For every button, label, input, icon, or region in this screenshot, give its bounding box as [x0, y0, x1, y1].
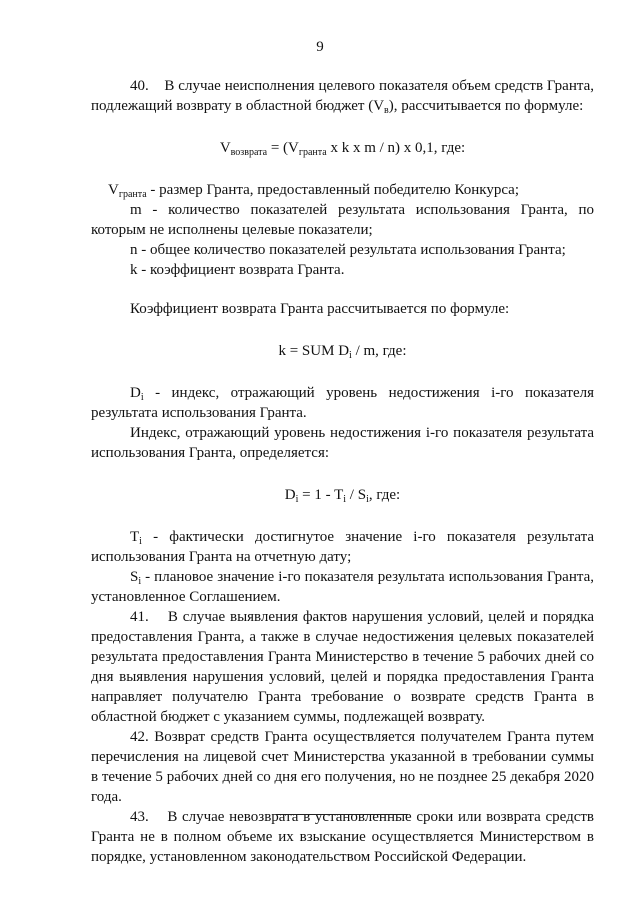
formula-1-v: V	[219, 140, 231, 156]
definition-n: n - общее количество показателей результата использования Гранта;	[130, 242, 566, 258]
paragraph-40-text: 40. В случае неисполнения целевого показателя объем средств Гранта, подлежащий возврату в областной бюджет (V	[91, 78, 594, 114]
definition-ti-text: - фактически достигнутое значение i-го показателя результата использования Гранта на отчетную дату;	[91, 529, 594, 565]
definition-m: m - количество показателей результата использования Гранта, по которым не исполнены целевые показатели;	[91, 202, 594, 238]
definition-v-symbol: V	[108, 182, 119, 198]
definition-ti-symbol: T	[130, 529, 140, 545]
definition-v-sub: гранта	[118, 189, 147, 200]
formula-3-c: / S	[346, 487, 367, 503]
definition-si-symbol: S	[130, 569, 139, 585]
paragraph-40	[91, 76, 594, 116]
page-number: 9	[316, 39, 324, 55]
paragraph-42: 42. Возврат средств Гранта осуществляется получателем Гранта путем перечисления на лицевой счет Министерства указанной в требовании суммы в течение 5 рабочих дней со дня его получения, но не позднее 25 декабря 2020 года.	[91, 729, 594, 805]
index-intro: Индекс, отражающий уровень недостижения i-го показателя результата использования Гранта, определяется:	[91, 425, 594, 461]
formula-2-a: k = SUM D	[278, 343, 350, 359]
definition-ti	[91, 527, 594, 567]
formula-index	[91, 485, 594, 505]
definition-v-grant	[108, 180, 594, 200]
document-body	[91, 76, 594, 867]
formula-3-b: = 1 - T	[298, 487, 344, 503]
paragraph-41: 41. В случае выявления фактов нарушения условий, целей и порядка предоставления Гранта, а также в случае недостижения целевых показателей результата предоставления Гранта Министерство в течение 5 рабочих дней со дня выявления нарушения условий, целей и порядка предоставления Гранта направляет получателю Гранта требование о возврате средств Гранта в областной бюджет с указанием суммы, подлежащей возврату.	[91, 609, 594, 725]
definition-k: k - коэффициент возврата Гранта.	[130, 262, 345, 278]
formula-3-d: , где:	[368, 487, 401, 503]
definition-si	[91, 567, 594, 607]
end-rule	[276, 814, 408, 815]
formula-1-v-sub: возврата	[230, 147, 268, 158]
formula-3-a: D	[284, 487, 296, 503]
formula-3-a-sub: i	[295, 494, 299, 505]
formula-return-amount	[91, 138, 594, 158]
paragraph-40-end: ), рассчитывается по формуле:	[388, 98, 584, 114]
formula-2-b: / m, где:	[351, 343, 407, 359]
formula-3-b-sub: i	[343, 494, 347, 505]
paragraph-43: 43. В случае невозврата в установленные сроки или возврата средств Гранта не в полном объеме их взыскание осуществляется Министерством в порядке, установленном законодательством Российской Федерации.	[91, 809, 594, 865]
definition-di	[91, 383, 594, 423]
formula-3-c-sub: i	[366, 494, 369, 505]
coefficient-intro: Коэффициент возврата Гранта рассчитывается по формуле:	[130, 301, 510, 317]
definition-si-sub: i	[138, 576, 142, 587]
paragraph-40-subscript: в	[384, 105, 389, 116]
formula-1-mid: = (V	[267, 140, 299, 156]
definition-di-text: - индекс, отражающий уровень недостижения i-го показателя результата использования Гранта.	[91, 385, 594, 421]
formula-1-tail: x k x m / n) x 0,1, где:	[326, 140, 466, 156]
definition-ti-sub: i	[139, 536, 142, 547]
formula-1-mid-sub: гранта	[298, 147, 327, 158]
definition-di-symbol: D	[130, 385, 141, 401]
formula-coefficient	[91, 341, 594, 361]
formula-2-sub: i	[349, 350, 352, 361]
definition-si-text: - плановое значение i-го показателя результата использования Гранта, установленное Соглашением.	[91, 569, 594, 605]
definition-v-text: - размер Гранта, предоставленный победителю Конкурса;	[146, 182, 519, 198]
definition-di-sub: i	[140, 392, 144, 403]
